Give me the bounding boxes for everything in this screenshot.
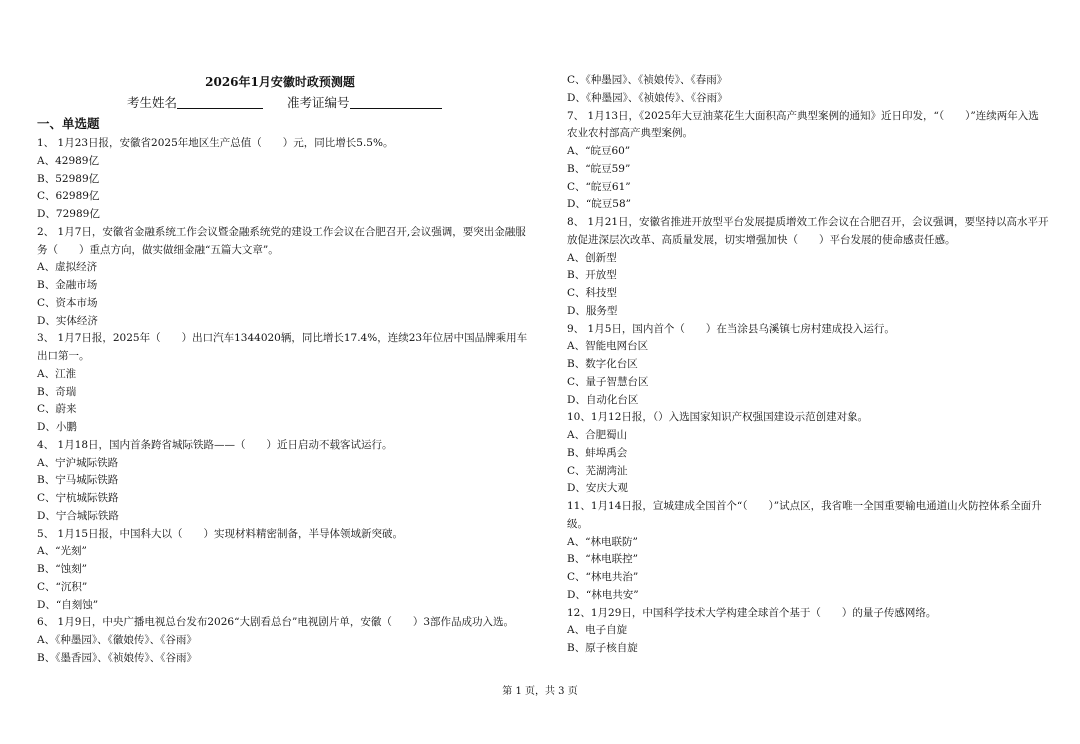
left-question-line: 5、 1月15日报，中国科大以（ ）实现材料精密制备，半导体领域新突破。 <box>37 527 404 540</box>
left-question-line: C、宁杭城际铁路 <box>37 492 119 504</box>
left-question-line: C、蔚来 <box>37 403 77 416</box>
left-question-line: A、《种墨园》、《徽娘传》、《谷雨》 <box>37 634 197 646</box>
right-question-line: D、自动化台区 <box>567 393 639 406</box>
left-question-line: D、72989亿 <box>37 208 100 220</box>
left-question-line: 4、 1月18日，国内首条跨省城际铁路——（ ）近日启动不载客试运行。 <box>37 438 393 451</box>
right-question-line: B、“林电联控” <box>567 553 638 566</box>
right-question-line: 9、 1月5日，国内首个（ ）在当涂县乌溪镇七房村建成投入运行。 <box>567 322 895 335</box>
right-question-line: A、创新型 <box>567 251 617 264</box>
right-question-line: 级。 <box>567 517 588 530</box>
left-question-line: D、宁合城际铁路 <box>37 509 119 522</box>
candidate-name-label: 考生姓名 <box>127 95 178 110</box>
page-footer: 第 1 页，共 3 页 <box>502 686 578 697</box>
right-question-line: B、数字化台区 <box>567 358 638 370</box>
right-question-line: D、服务型 <box>567 304 618 317</box>
right-question-line: B、原子核自旋 <box>567 642 638 654</box>
left-question-line: 2、 1月7日，安徽省金融系统工作会议暨金融系统党的建设工作会议在合肥召开,会议强调，要突出金融服 <box>37 225 526 238</box>
left-question-line: 务（ ）重点方向，做实做细金融“五篇大文章”。 <box>37 243 279 256</box>
right-question-line: C、“林电共治” <box>567 571 639 583</box>
right-question-line: C、《种墨园》、《祯娘传》、《春雨》 <box>567 74 728 86</box>
exam-id-label: 准考证编号 <box>287 95 350 110</box>
left-question-line: B、金融市场 <box>37 279 98 291</box>
left-question-line: C、资本市场 <box>37 296 98 309</box>
left-question-line: A、42989亿 <box>37 154 99 167</box>
candidate-name-blank <box>177 96 263 109</box>
right-question-line: C、量子智慧台区 <box>567 375 649 388</box>
right-question-line: D、《种墨园》、《祯娘传》、《谷雨》 <box>567 91 728 104</box>
right-question-line: C、芜湖湾沚 <box>567 464 628 477</box>
right-question-line: B、蚌埠禹会 <box>567 446 628 459</box>
left-question-line: C、“沉积” <box>37 580 88 593</box>
right-question-line: C、“皖豆61” <box>567 180 631 193</box>
right-question-line: 7、 1月13日，《2025年大豆油菜花生大面积高产典型案例的通知》近日印发，“（ ）”连续两年入选 <box>567 109 1039 122</box>
right-question-line: C、科技型 <box>567 287 618 299</box>
candidate-info-row <box>127 93 442 111</box>
left-question-line: A、虚拟经济 <box>37 261 98 274</box>
left-question-line: B、52989亿 <box>37 172 100 185</box>
right-question-line: 放促进深层次改革、高质量发展，切实增强加快（ ）平台发展的使命感责任感。 <box>567 233 956 246</box>
right-question-line: A、“皖豆60” <box>567 145 631 157</box>
left-question-line: A、“光刻” <box>37 545 87 558</box>
left-question-line: D、小鹏 <box>37 421 77 433</box>
section-title: 一、单选题 <box>37 116 100 131</box>
right-question-line: B、开放型 <box>567 269 617 282</box>
left-question-line: A、宁沪城际铁路 <box>37 456 119 469</box>
right-question-line: D、安庆大观 <box>567 482 628 495</box>
left-question-line: 出口第一。 <box>37 350 90 362</box>
left-question-line: A、江淮 <box>37 367 77 380</box>
left-question-line: B、宁马城际铁路 <box>37 474 119 487</box>
left-question-line: B、奇瑞 <box>37 385 77 398</box>
left-question-line: 1、 1月23日报，安徽省2025年地区生产总值（ ）元，同比增长5.5%。 <box>37 137 394 149</box>
right-question-line: B、“皖豆59” <box>567 162 631 175</box>
right-question-line: 11、1月14日报，宣城建成全国首个“（ ）”试点区，我省唯一全国重要输电通道山火防控体系全面升 <box>567 500 1042 512</box>
exam-id-blank <box>350 96 442 109</box>
left-question-line: D、实体经济 <box>37 314 98 327</box>
right-question-line: A、“林电联防” <box>567 535 638 548</box>
left-question-line: B、“蚀刻” <box>37 563 87 575</box>
right-question-line: 12、1月29日，中国科学技术大学构建全球首个基于（ ）的量子传感网络。 <box>567 606 937 619</box>
left-question-line: D、“自刻蚀” <box>37 598 99 611</box>
left-question-line: C、62989亿 <box>37 190 100 203</box>
left-question-line: 3、 1月7日报，2025年（ ）出口汽车1344020辆，同比增长17.4%，连续23年位居中国品牌乘用车 <box>37 332 528 345</box>
right-question-line: 8、 1月21日，安徽省推进开放型平台发展提质增效工作会议在合肥召开，会议强调，要坚持以高水平开 <box>567 216 1049 228</box>
right-question-line: A、合肥蜀山 <box>567 429 628 441</box>
right-question-line: 农业农村部高产典型案例。 <box>567 127 693 140</box>
right-question-line: D、“皖豆58” <box>567 198 632 211</box>
right-question-line: D、“林电共安” <box>567 588 639 601</box>
right-question-line: 10、1月12日报，（）入选国家知识产权强国建设示范创建对象。 <box>567 411 869 424</box>
page-title: 2026年1月安徽时政预测题 <box>205 75 355 89</box>
left-question-line: 6、 1月9日，中央广播电视总台发布2026“大剧看总台”电视剧片单，安徽（ ）3部作品成功入选。 <box>37 616 515 629</box>
left-question-line: B、《墨香园》、《祯娘传》、《谷雨》 <box>37 651 197 664</box>
right-question-line: A、智能电网台区 <box>567 340 649 353</box>
right-question-line: A、电子自旋 <box>567 624 628 637</box>
